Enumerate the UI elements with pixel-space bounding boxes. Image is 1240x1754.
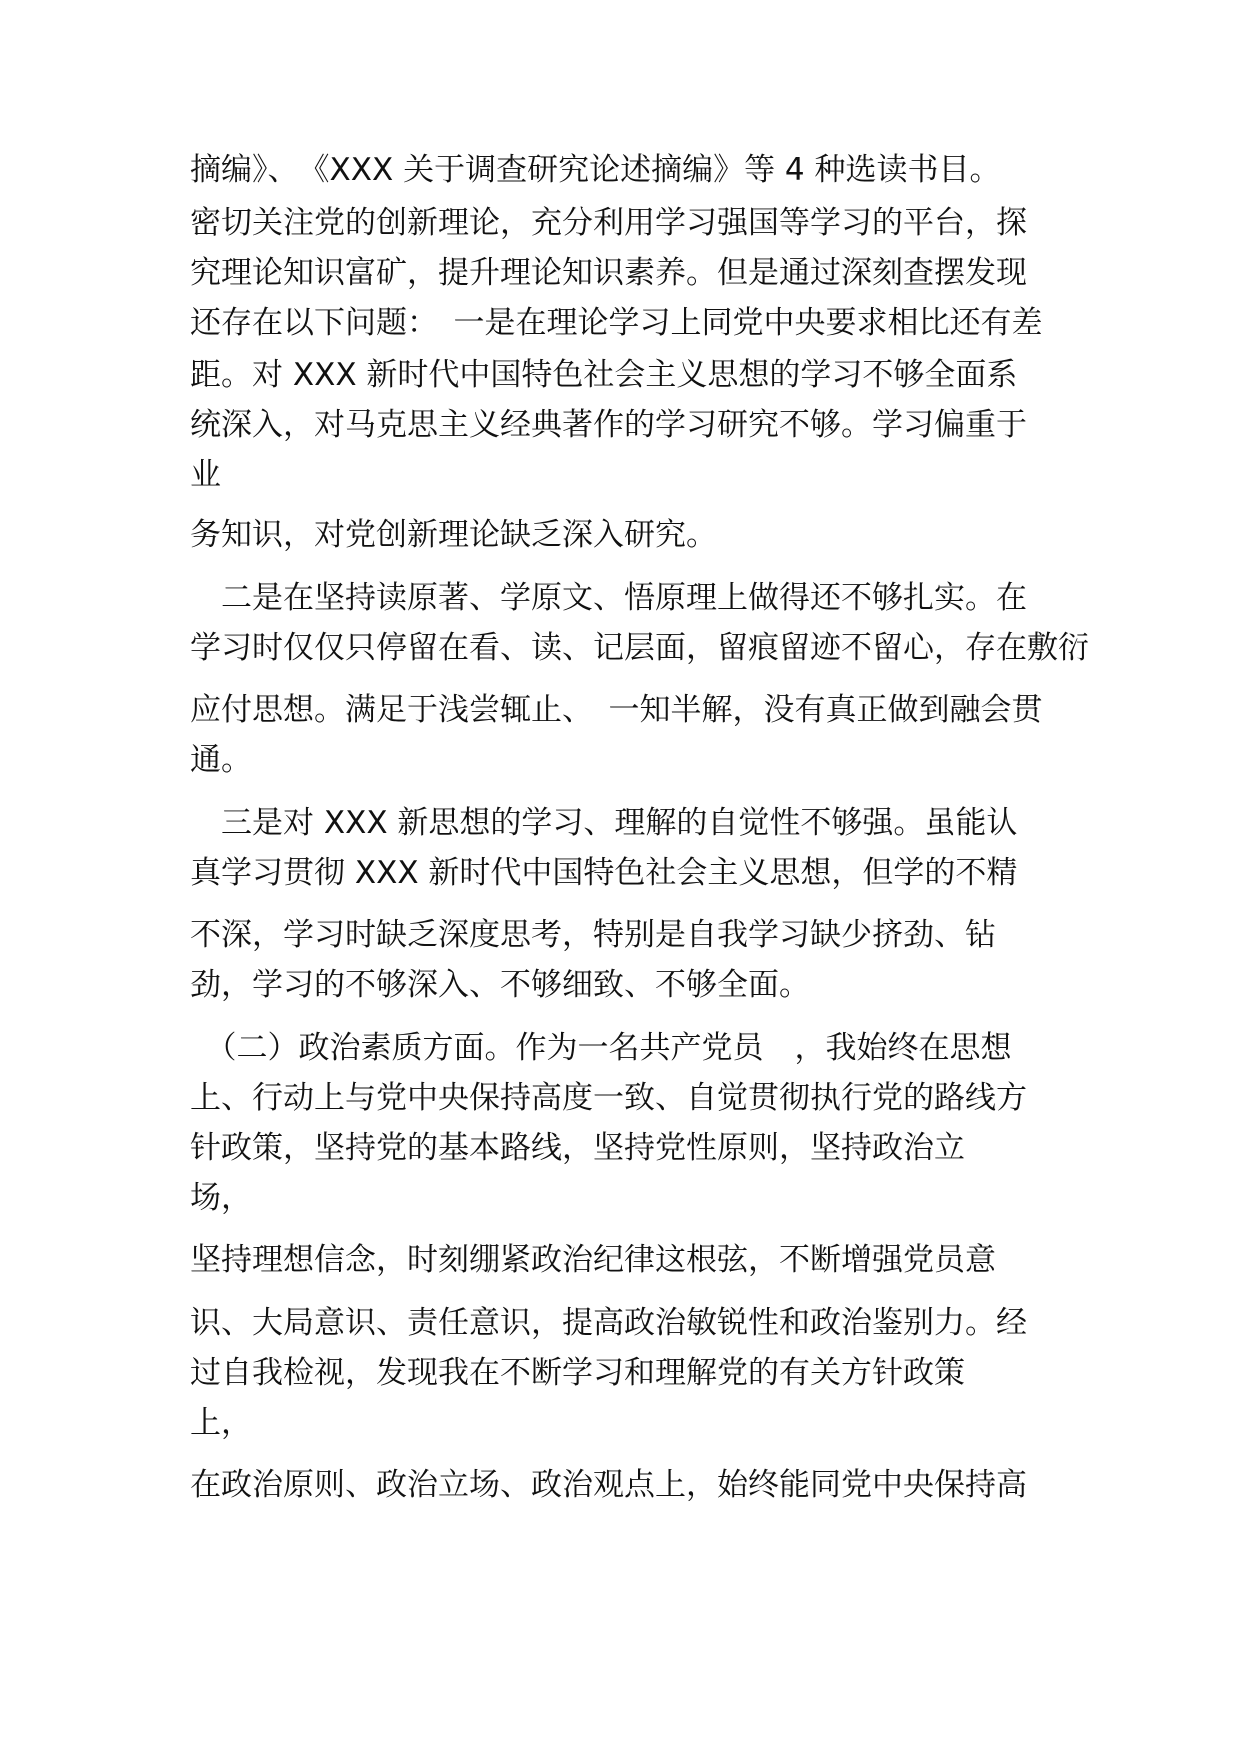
text-line: 劲，学习的不够深入、不够细致、不够全面。 (190, 967, 810, 1003)
text-line: 过自我检视，发现我在不断学习和理解党的有关方针政策 (190, 1355, 965, 1391)
text-line: （二）政治素质方面。作为一名共产党员 ，我始终在思想 (190, 1030, 1012, 1066)
text-line: 针政策，坚持党的基本路线，坚持党性原则，坚持政治立 (190, 1130, 965, 1166)
text-line: 真学习贯彻 XXX 新时代中国特色社会主义思想，但学的不精 (190, 855, 1018, 891)
text-line: 识、大局意识、责任意识，提高政治敏锐性和政治鉴别力。经 (190, 1305, 1027, 1341)
text-line: 究理论知识富矿，提升理论知识素养。但是通过深刻查摆发现 (190, 255, 1027, 291)
text-line: 学习时仅仅只停留在看、读、记层面，留痕留迹不留心，存在敷衍 (190, 630, 1089, 666)
text-line: 在政治原则、政治立场、政治观点上，始终能同党中央保持高 (190, 1467, 1027, 1503)
text-line: 业 (190, 457, 221, 493)
text-line: 二是在坚持读原著、学原文、悟原理上做得还不够扎实。在 (190, 580, 1027, 616)
text-line: 场， (190, 1180, 252, 1216)
text-line: 上， (190, 1405, 252, 1441)
text-line: 上、行动上与党中央保持高度一致、自觉贯彻执行党的路线方 (190, 1080, 1027, 1116)
text-line: 三是对 XXX 新思想的学习、理解的自觉性不够强。虽能认 (190, 805, 1018, 841)
text-line: 务知识，对党创新理论缺乏深入研究。 (190, 517, 717, 553)
text-line: 通。 (190, 742, 252, 778)
text-line: 距。对 XXX 新时代中国特色社会主义思想的学习不够全面系 (190, 357, 1018, 393)
text-line: 应付思想。满足于浅尝辄止、 一知半解，没有真正做到融会贯 (190, 692, 1043, 728)
text-line: 统深入，对马克思主义经典著作的学习研究不够。学习偏重于 (190, 407, 1027, 443)
text-line: 密切关注党的创新理论，充分利用学习强国等学习的平台，探 (190, 205, 1027, 241)
text-line: 摘编》、 《XXX 关于调查研究论述摘编》等 4 种选读书目。 (190, 152, 1001, 188)
text-line: 坚持理想信念，时刻绷紧政治纪律这根弦，不断增强党员意 (190, 1242, 996, 1278)
text-line: 不深，学习时缺乏深度思考，特别是自我学习缺少挤劲、钻 (190, 917, 996, 953)
text-line: 还存在以下问题： 一是在理论学习上同党中央要求相比还有差 (190, 305, 1043, 341)
